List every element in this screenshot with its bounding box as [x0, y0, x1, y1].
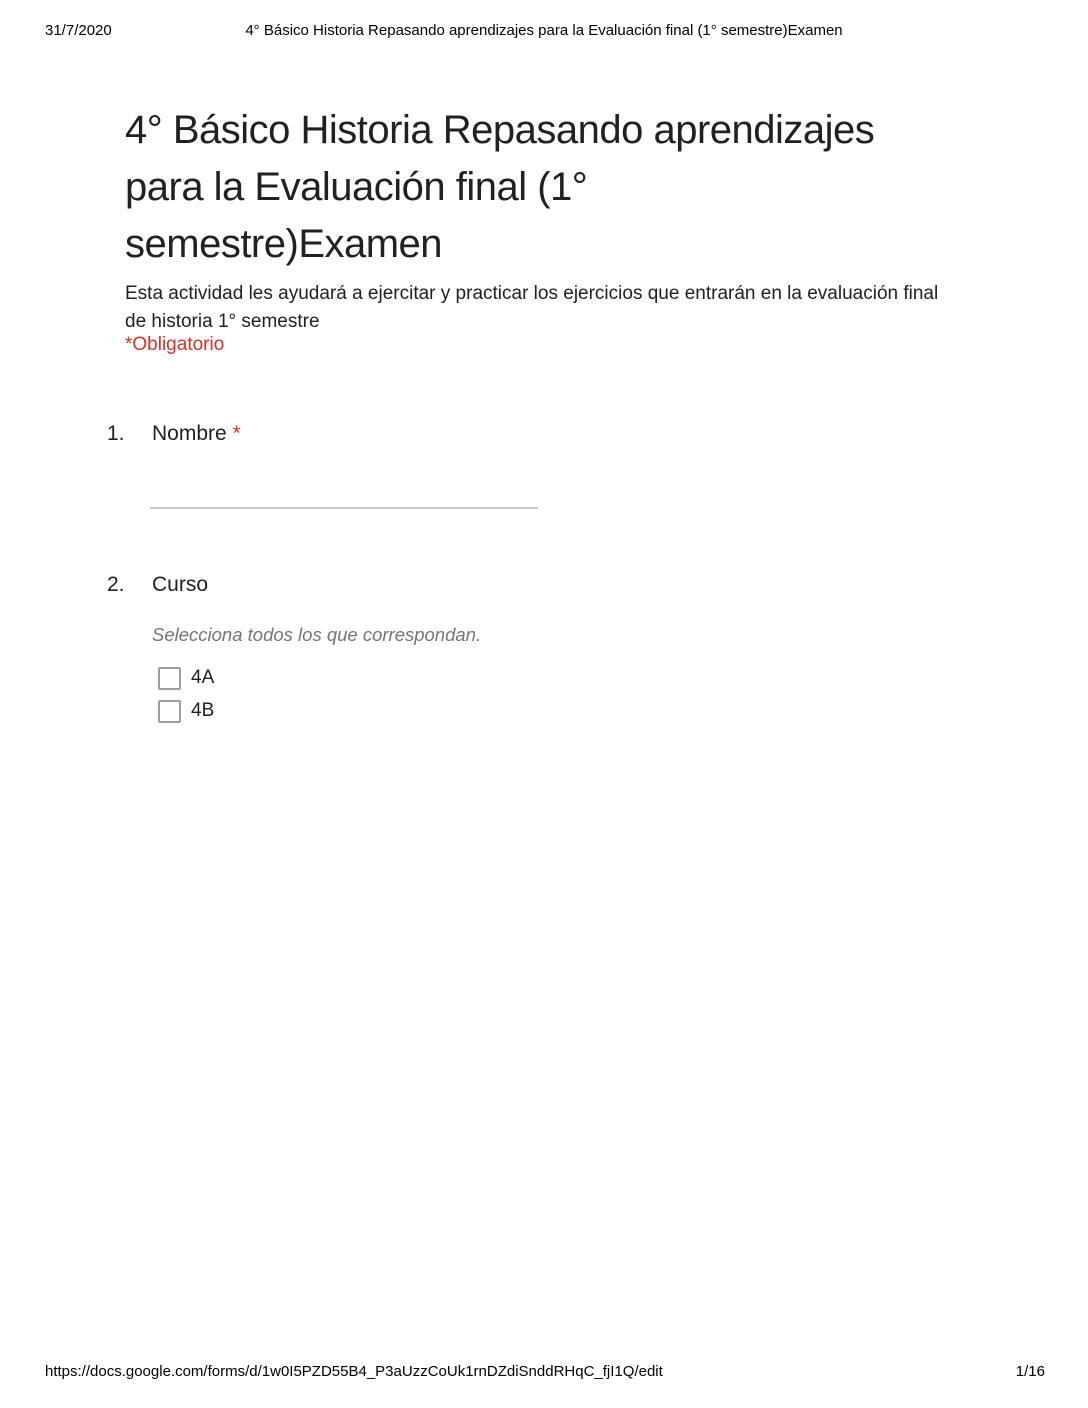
question-1-label: [152, 422, 241, 446]
question-1-number: 1.: [107, 422, 125, 445]
checkbox-4b[interactable]: [158, 700, 181, 723]
form-title: [125, 102, 1005, 273]
checkbox-option-4a[interactable]: [158, 666, 214, 690]
question-2-number: 2.: [107, 573, 125, 596]
form-description-line: Esta actividad les ayudará a ejercitar y practicar los ejercicios que entrarán en la evaluación final: [125, 283, 939, 304]
print-header-title: 4° Básico Historia Repasando aprendizajes para la Evaluación final (1° semestre)Examen: [245, 22, 843, 39]
form-description-line: de historia 1° semestre: [125, 311, 320, 332]
name-answer-input[interactable]: [150, 507, 538, 511]
checkbox-4a[interactable]: [158, 667, 181, 690]
required-note: *Obligatorio: [125, 334, 225, 355]
form-description: [125, 280, 1005, 336]
form-title-line: para la Evaluación final (1°: [125, 165, 588, 209]
form-title-line: 4° Básico Historia Repasando aprendizajes: [125, 108, 875, 152]
question-2-label: Curso: [152, 573, 209, 596]
print-page-indicator: 1/16: [1015, 1363, 1045, 1380]
checkbox-4b-label: 4B: [191, 700, 215, 721]
required-asterisk: *: [232, 422, 241, 445]
question-1-label-text: Nombre: [152, 422, 227, 445]
checkbox-option-4b[interactable]: [158, 699, 214, 723]
print-footer-url: https://docs.google.com/forms/d/1w0I5PZD55B4_P3aUzzCoUk1rnDZdiSnddRHqC_fjI1Q/edit: [45, 1363, 663, 1380]
print-date: 31/7/2020: [45, 22, 112, 39]
form-title-line: semestre)Examen: [125, 222, 443, 266]
question-2-helper: Selecciona todos los que correspondan.: [152, 624, 482, 645]
checkbox-4a-label: 4A: [191, 667, 215, 688]
